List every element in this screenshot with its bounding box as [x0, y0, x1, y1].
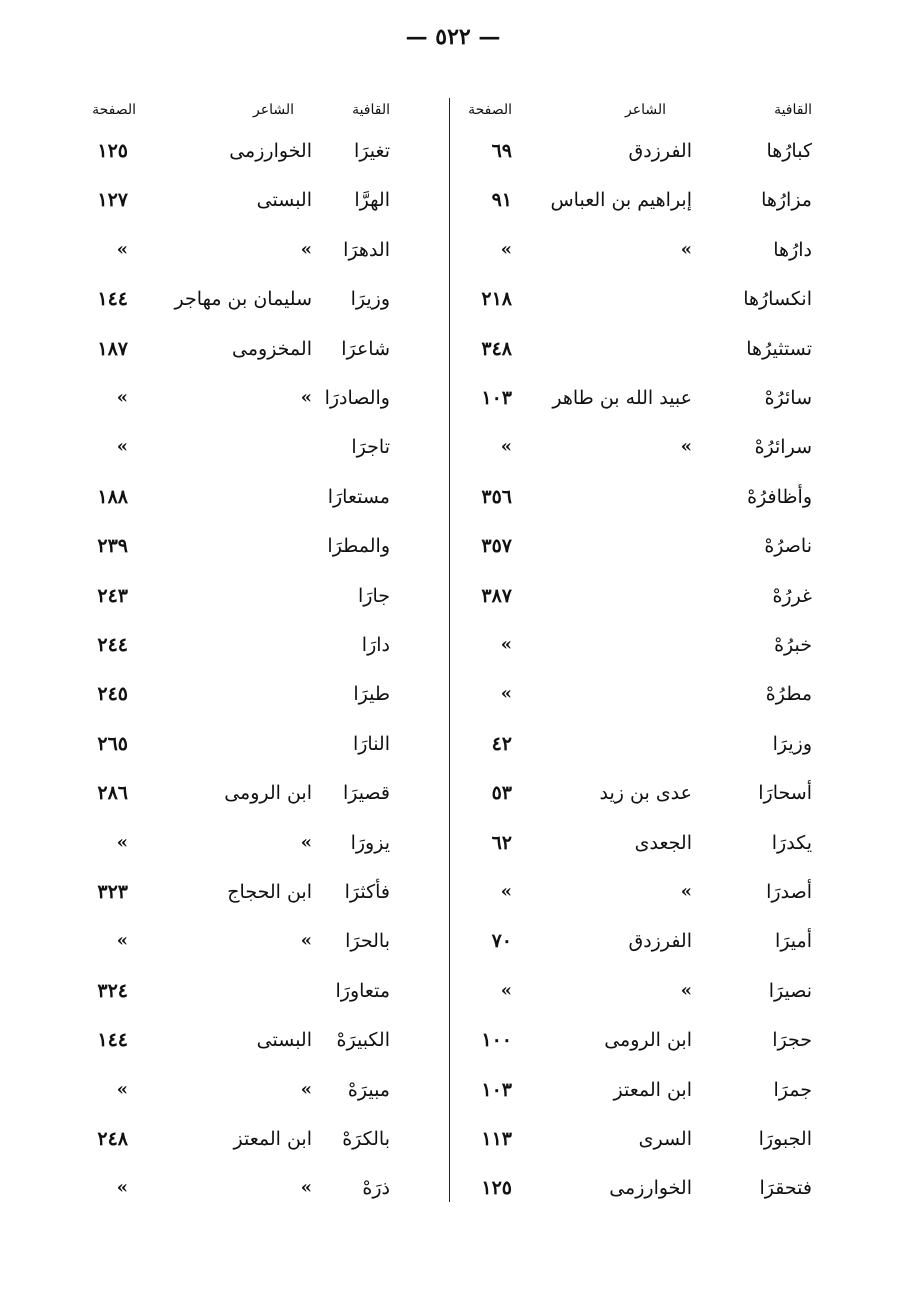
qafiya-cell: بالكرَهْ [342, 1128, 390, 1150]
page-number-cell: » [116, 831, 128, 853]
header-qafiya-right: القافية [774, 102, 812, 118]
qafiya-cell: وزيرَا [350, 288, 390, 311]
qafiya-cell: سائرُهْ [764, 387, 812, 409]
page-number: — ٥٢٢ — [405, 24, 501, 50]
qafiya-cell: الكبيرَهْ [336, 1029, 390, 1052]
table-row [0, 485, 906, 538]
page-number-cell: ٢١٨ [481, 288, 512, 311]
qafiya-cell: تغيرَا [354, 140, 390, 162]
page-number-cell: ٣٥٦ [481, 485, 512, 508]
qafiya-cell: يكدرَا [771, 831, 812, 854]
header-page-left: الصفحة [92, 102, 136, 118]
page-number-cell: ٣٤٨ [481, 337, 512, 360]
poet-cell: الخوارزمى [229, 140, 312, 162]
poet-cell: » [680, 979, 692, 1001]
qafiya-cell: فأكثرَا [344, 881, 390, 903]
qafiya-cell: جمرَا [773, 1078, 812, 1101]
table-row [0, 883, 906, 933]
table-row [0, 636, 906, 686]
page-number-cell: ٤٢ [491, 732, 512, 755]
page-number-cell: ٢٣٩ [97, 535, 128, 558]
qafiya-cell: خبرُهْ [774, 634, 812, 656]
qafiya-cell: أصدرَا [766, 881, 812, 903]
poet-cell: إبراهيم بن العباس [550, 189, 692, 212]
page-number-cell: ٦٢ [491, 831, 512, 854]
poet-cell: عدى بن زيد [599, 782, 692, 805]
page-number-cell: ١٠٣ [481, 387, 512, 409]
table-row [0, 831, 906, 884]
page-number-cell: ١٠٠ [481, 1029, 512, 1052]
header-poet-right: الشاعر [625, 102, 666, 118]
page-number-cell: » [116, 930, 128, 952]
page-number-cell: ١٠٣ [481, 1078, 512, 1101]
header-page-right: الصفحة [468, 102, 512, 118]
poet-cell: ابن الرومى [224, 782, 312, 805]
poet-cell: » [300, 238, 312, 260]
qafiya-cell: تستثيرُها [746, 337, 812, 360]
poet-cell: سليمان بن مهاجر [174, 288, 312, 311]
page-number-cell: ٢٨٦ [97, 782, 128, 805]
poet-cell: ابن الحجاج [227, 881, 312, 903]
qafiya-cell: انكسارُها [743, 288, 812, 311]
page-number-cell: ٢٤٣ [97, 584, 128, 607]
poet-cell: ابن المعتز [233, 1128, 312, 1150]
page-number-cell: ٣٥٧ [481, 535, 512, 558]
page-number-cell: ١١٣ [481, 1128, 512, 1150]
header-qafiya-left: القافية [352, 102, 390, 118]
qafiya-cell: دارُها [773, 238, 812, 261]
table-row [0, 979, 906, 1032]
qafiya-cell: ذرَهْ [362, 1177, 390, 1200]
qafiya-cell: الجبورَا [758, 1128, 812, 1150]
page-number-cell: ١٤٤ [97, 288, 128, 311]
page-number-cell: ٢٤٨ [97, 1128, 128, 1150]
poet-cell: » [680, 436, 692, 458]
page-number-cell: ٣٢٣ [97, 881, 128, 903]
qafiya-cell: وزيرَا [772, 732, 812, 755]
poet-cell: الخوارزمى [609, 1177, 692, 1200]
poet-cell: الجعدى [634, 831, 692, 854]
qafiya-cell: فتحقرَا [759, 1177, 812, 1200]
qafiya-cell: النارَا [352, 732, 390, 755]
page-number-cell: ٥٣ [491, 782, 512, 805]
page-number-cell: » [500, 238, 512, 260]
qafiya-cell: كبارُها [766, 140, 812, 162]
page-number-cell: » [116, 387, 128, 408]
table-row [0, 337, 906, 390]
page-number-cell: » [116, 238, 128, 260]
qafiya-cell: حجرَا [772, 1029, 812, 1052]
poet-cell: » [300, 387, 312, 408]
table-row [0, 191, 906, 241]
page-number-cell: » [116, 1177, 128, 1199]
qafiya-cell: جارَا [358, 584, 390, 607]
poet-cell: » [300, 1177, 312, 1199]
qafiya-cell: دارَا [361, 634, 390, 656]
table-row [0, 537, 906, 587]
qafiya-cell: والمطرَا [327, 535, 390, 558]
page-number-cell: ١٤٤ [97, 1029, 128, 1052]
poet-cell: ابن الرومى [604, 1029, 692, 1052]
table-row [0, 1031, 906, 1081]
qafiya-cell: متعاورَا [335, 979, 390, 1002]
table-row [0, 238, 906, 291]
qafiya-cell: شاعرَا [341, 337, 390, 360]
table-row [0, 732, 906, 785]
qafiya-cell: بالحرَا [345, 930, 390, 953]
qafiya-cell: أميرَا [775, 930, 812, 953]
page-number-cell: ٣٨٧ [481, 584, 512, 607]
poet-cell: » [300, 831, 312, 853]
table-row [0, 1130, 906, 1180]
page-number-cell: ١٢٥ [481, 1177, 512, 1200]
page-number-cell: ٢٦٥ [97, 732, 128, 755]
page-number-cell: ٦٩ [491, 140, 512, 162]
qafiya-cell: مزارُها [761, 189, 812, 212]
page-number-cell: » [500, 683, 512, 705]
table-row [0, 784, 906, 834]
page-number-cell: ١٢٧ [97, 189, 128, 212]
table-row [0, 438, 906, 488]
qafiya-cell: طيرَا [353, 683, 390, 706]
page-number-cell: » [116, 1078, 128, 1100]
qafiya-cell: نصيرَا [768, 979, 812, 1002]
qafiya-cell: الدهرَا [343, 238, 390, 261]
qafiya-cell: الهرَّا [354, 189, 390, 212]
table-row [0, 584, 906, 637]
qafiya-cell: قصيرَا [342, 782, 390, 805]
poet-cell: المخزومى [232, 337, 312, 360]
table-row [0, 142, 906, 192]
poet-cell: ابن المعتز [613, 1078, 692, 1101]
page-number-cell: » [500, 436, 512, 458]
poet-cell: عبيد الله بن طاهر [552, 387, 692, 409]
page-number-cell: ٢٤٤ [97, 634, 128, 656]
page-number-cell: » [500, 979, 512, 1001]
table-row [0, 932, 906, 982]
qafiya-cell: مستعارَا [327, 485, 390, 508]
page-number-cell: ١٨٨ [97, 485, 128, 508]
table-row [0, 1179, 906, 1229]
poet-cell: السرى [638, 1128, 692, 1150]
page-number-cell: » [500, 881, 512, 902]
poet-cell: » [300, 930, 312, 952]
qafiya-cell: غررُهْ [772, 584, 812, 607]
table-row [0, 290, 906, 340]
poet-cell: البستى [256, 1029, 312, 1052]
poet-cell: » [680, 881, 692, 902]
page-number-cell: » [500, 634, 512, 655]
table-row [0, 389, 906, 439]
qafiya-cell: وأظافرُهْ [747, 485, 812, 508]
poet-cell: الفرزدق [628, 140, 692, 162]
page-number-cell: ١٨٧ [97, 337, 128, 360]
poet-cell: البستى [256, 189, 312, 212]
qafiya-cell: يزورَا [350, 831, 390, 854]
poet-cell: » [680, 238, 692, 260]
poet-cell: الفرزدق [628, 930, 692, 953]
page-number-cell: ١٢٥ [97, 140, 128, 162]
table-row [0, 1078, 906, 1131]
page-number-cell: » [116, 436, 128, 458]
qafiya-cell: تاجرَا [351, 436, 390, 459]
page-number-cell: ٣٢٤ [97, 979, 128, 1002]
table-row [0, 685, 906, 735]
poet-cell: » [300, 1078, 312, 1100]
page-number-cell: ٧٠ [491, 930, 512, 953]
page-number-cell: ٢٤٥ [97, 683, 128, 706]
qafiya-cell: ناصرُهْ [764, 535, 812, 558]
qafiya-cell: والصادرَا [324, 387, 390, 409]
qafiya-cell: مطرُهْ [765, 683, 812, 706]
qafiya-cell: سرائرُهْ [754, 436, 812, 459]
header-poet-left: الشاعر [253, 102, 294, 118]
page-number-cell: ٩١ [491, 189, 512, 212]
qafiya-cell: أسحارَا [758, 782, 812, 805]
qafiya-cell: مبيرَهْ [347, 1078, 390, 1101]
